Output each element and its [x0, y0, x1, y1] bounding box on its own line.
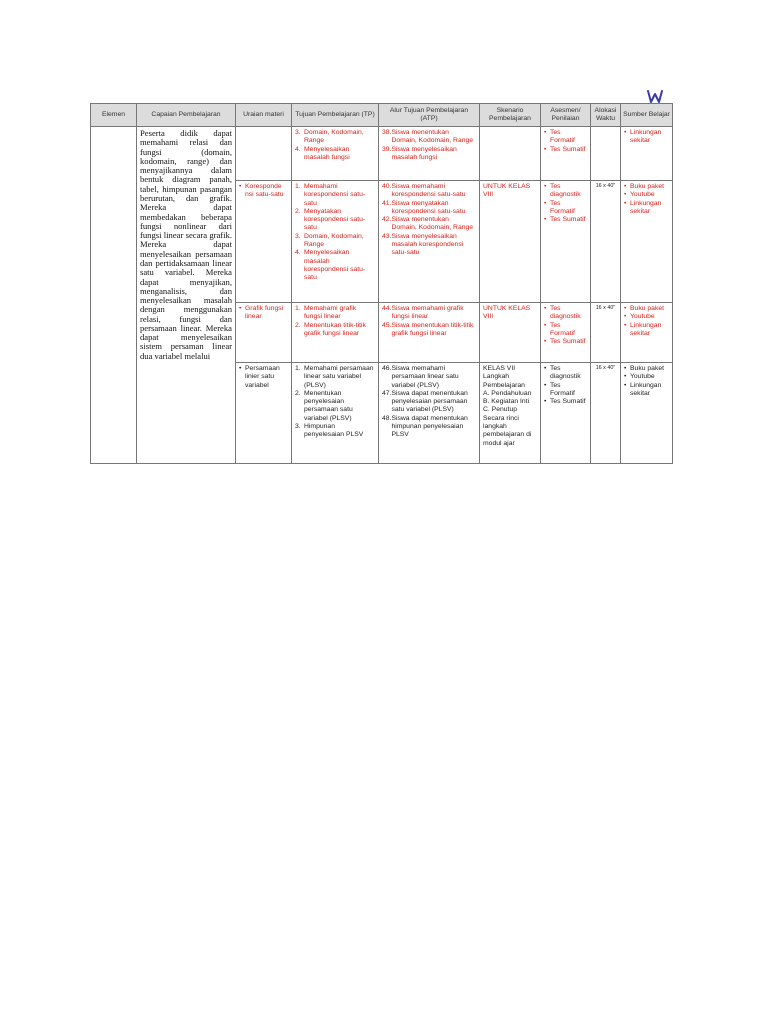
atp-cell [379, 127, 480, 181]
list-item: 3. Domain, Kodomain, Range [295, 232, 364, 248]
list-item: 3. Himpunan penyelesaian PLSV [295, 422, 364, 439]
list-item: 44. Siswa memahami grafik fungsi linear [382, 305, 464, 321]
list-item: • Linkungan sekitar [624, 200, 669, 217]
list-item: 1. Memahami korespondensi satu-satu [295, 183, 366, 207]
learning-plan-table [90, 103, 673, 464]
list-item: • Tes Sumatif [544, 338, 587, 346]
skenario-line: Secara rinci langkah pembelajaran di modul ajar [483, 414, 532, 447]
waktu-cell [591, 127, 621, 181]
sumber-cell [621, 303, 673, 363]
skenario-cell [480, 127, 541, 181]
list-item: • Tes diagnostik [544, 183, 587, 200]
list-item: 1. Memahami persamaan linear satu variabel (PLSV) [295, 365, 374, 389]
atp-cell [379, 303, 480, 363]
list-item: • Linkungan sekitar [624, 322, 669, 339]
header-asesmen: Asesmen/ Penilaian [541, 104, 591, 127]
atp-cell [379, 363, 480, 464]
skenario-line: Langkah Pembelajaran [483, 373, 525, 389]
header-skenario: Skenario Pembelajaran [480, 104, 541, 127]
list-item: • Koresponde nsi satu-satu [239, 183, 288, 200]
list-item: • Grafik fungsi linear [239, 305, 288, 322]
uraian-cell [236, 363, 292, 464]
list-item: 2. Menentukan titik-titik grafik fungsi linear [295, 321, 366, 337]
list-item: • Tes Sumatif [544, 146, 587, 154]
skenario-cell [480, 363, 541, 464]
list-item: • Tes Sumatif [544, 398, 587, 406]
skenario-cell: UNTUK KELAS VIII [480, 181, 541, 303]
skenario-cell: UNTUK KELAS VIII [480, 303, 541, 363]
table-row [91, 127, 673, 181]
list-item: • Tes diagnostik [544, 305, 587, 322]
tp-cell [292, 181, 379, 303]
list-item: 2. Menentukan penyelesaian persamaan satu variabel (PLSV) [295, 389, 353, 422]
list-item: • Tes Formatif [544, 382, 587, 399]
waktu-cell: 16 x 40" [591, 363, 621, 464]
skenario-line: A. Pendahuluan [483, 389, 532, 397]
list-item: 3. Domain, Kodomain, Range [295, 129, 364, 145]
sumber-cell [621, 181, 673, 303]
list-item: • Youtube [624, 373, 669, 381]
list-item: • Tes Formatif [544, 200, 587, 217]
uraian-cell [236, 303, 292, 363]
list-item: • Linkungan sekitar [624, 129, 669, 146]
list-item: 39. Siswa menyelesaikan masalah fungsi [382, 145, 457, 161]
header-sumber: Sumber Belajar [621, 104, 673, 127]
header-atp: Alur Tujuan Pembelajaran (ATP) [379, 104, 480, 127]
list-item: 1. Memahami grafik fungsi linear [295, 305, 357, 321]
list-item: • Tes diagnostik [544, 365, 587, 382]
list-item: • Youtube [624, 191, 669, 199]
header-capaian: Capaian Pembelajaran [137, 104, 236, 127]
elemen-cell [91, 127, 137, 464]
skenario-line: KELAS VII [483, 365, 516, 372]
asesmen-cell [541, 127, 591, 181]
capaian-cell: Peserta didik dapat memahami relasi dan fungsi (domain, kodomain, range) dan menyajikannya dalam bentuk diagram panah, tabel, himpunan pasangan berurutan, dan grafik. Mereka dapat membedakan beberapa fungsi nonlinear dari fungsi linear secara grafik. Mereka dapat menyelesaikan persamaan dan pertidaksamaan linear satu variabel. Mereka dapat menyajikan, menganalisis, dan menyelesaikan masalah dengan menggunakan relasi, fungsi dan persamaan linear. Mereka dapat menyelesaikan sistem persaman linear dua variabel melalui [137, 127, 236, 464]
list-item: • Tes Sumatif [544, 216, 587, 224]
asesmen-cell [541, 363, 591, 464]
skenario-line: C. Penutup [483, 406, 518, 414]
list-item: • Youtube [624, 313, 669, 321]
list-item: 43. Siswa menyelesaikan masalah korespondensi satu-satu [382, 232, 464, 257]
list-item: • Buku paket [624, 183, 669, 191]
list-item: • Tes Formatif [544, 322, 587, 339]
waktu-cell: 16 x 40" [591, 181, 621, 303]
list-item: 2. Menyatakan korespondensi satu-satu [295, 207, 366, 232]
tp-cell [292, 127, 379, 181]
list-item: 47. Siswa dapat menentukan penyelesaian persamaan satu variabel (PLSV) [382, 389, 468, 414]
waktu-cell: 16 x 40" [591, 303, 621, 363]
header-elemen: Elemen [91, 104, 137, 127]
list-item: 41. Siswa menyatakan korespondensi satu-satu [382, 199, 466, 215]
list-item: 40. Siswa memahami korespondensi satu-satu [382, 183, 466, 199]
list-item: 42. Siswa menentukan Domain, Kodomain, Range [382, 216, 474, 232]
list-item: 38. Siswa menentukan Domain, Kodomain, Range [382, 129, 474, 145]
tp-cell [292, 303, 379, 363]
uraian-cell [236, 181, 292, 303]
skenario-line: B. Kegiatan Inti [483, 398, 530, 406]
tp-cell [292, 363, 379, 464]
header-uraian: Uraian materi [236, 104, 292, 127]
asesmen-cell [541, 181, 591, 303]
list-item: • Buku paket [624, 365, 669, 373]
asesmen-cell [541, 303, 591, 363]
list-item: • Buku paket [624, 305, 669, 313]
list-item: 4. Menyelesaikan masalah korespondensi satu-satu [295, 249, 366, 282]
list-item: 46. Siswa memahami persamaan linear satu variabel (PLSV) [382, 365, 459, 389]
atp-cell [379, 181, 480, 303]
list-item: 48. Siswa dapat menentukan himpunan penyelesaian PLSV [382, 414, 468, 439]
list-item: • Linkungan sekitar [624, 382, 669, 399]
sumber-cell [621, 127, 673, 181]
list-item: 45. Siswa menentukan titik-titik grafik fungsi linear [382, 321, 474, 337]
header-tp: Tujuan Pembelajaran (TP) [292, 104, 379, 127]
list-item: 4. Menyelesaikan masalah fungsi [295, 145, 350, 161]
w-logo-icon [646, 90, 664, 104]
header-waktu: Alokasi Waktu [591, 104, 621, 127]
sumber-cell [621, 363, 673, 464]
list-item: • Tes Formatif [544, 129, 587, 146]
table-header-row [91, 104, 673, 127]
list-item: • Persamaan linier satu variabel [239, 365, 288, 390]
uraian-cell [236, 127, 292, 181]
